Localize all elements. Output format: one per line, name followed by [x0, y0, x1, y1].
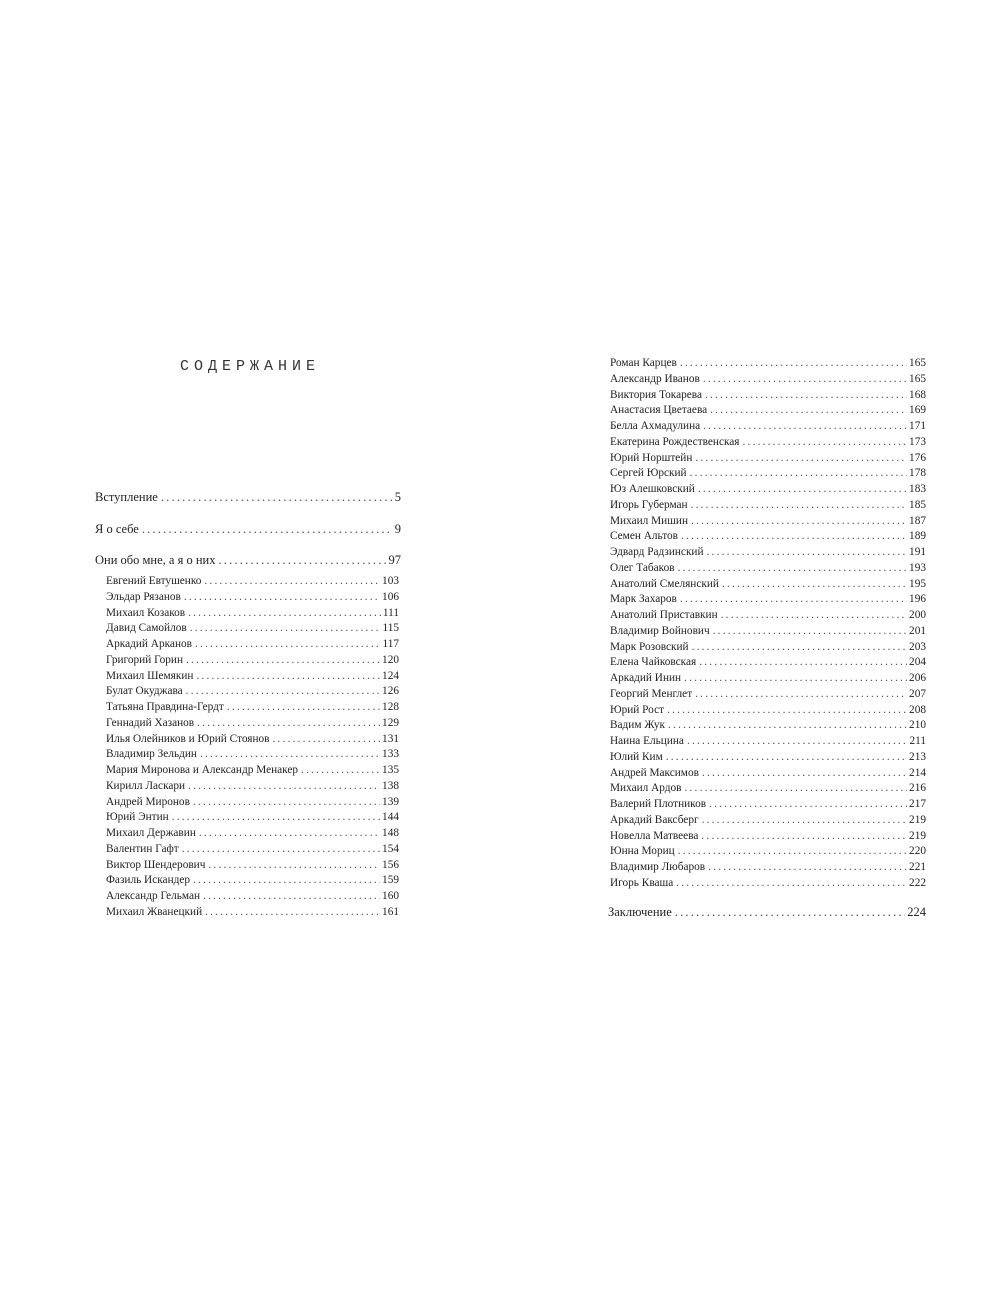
entry-title: Юнна Мориц [610, 845, 675, 858]
dot-leader [667, 703, 907, 719]
dot-leader [204, 574, 380, 590]
entry-page-number: 128 [382, 701, 399, 713]
entry-title: Виктор Шендерович [106, 858, 206, 871]
entry-page-number: 133 [382, 748, 399, 761]
dot-leader [678, 844, 907, 860]
dot-leader [695, 687, 907, 703]
entry-title: Юрий Энтин [106, 811, 169, 824]
toc-entry [610, 608, 926, 624]
entry-page-number: 138 [382, 779, 399, 792]
entry-title: Олег Табаков [610, 561, 675, 574]
entry-title: Евгений Евтушенко [106, 575, 202, 587]
toc-entry [106, 795, 399, 811]
toc-entry [610, 545, 926, 561]
toc-entry [106, 747, 399, 763]
entry-page-number: 154 [382, 842, 399, 855]
entry-page-number: 135 [382, 764, 399, 776]
dot-leader [218, 552, 386, 568]
toc-entry [610, 624, 926, 640]
toc-entry [610, 813, 926, 829]
dot-leader [205, 905, 380, 921]
toc-entry [608, 905, 926, 920]
entry-title: Григорий Горин [106, 653, 184, 666]
dot-leader [690, 466, 907, 482]
toc-entry [106, 905, 399, 921]
dot-leader [710, 403, 907, 419]
entry-title: Булат Окуджава [106, 685, 183, 698]
dot-leader [713, 624, 907, 640]
toc-entry [106, 669, 399, 685]
toc-entry [610, 640, 926, 656]
entry-title: Вадим Жук [610, 719, 666, 732]
entry-title: Фазиль Искандер [106, 874, 191, 887]
toc-entry [610, 388, 926, 404]
entry-title: Юрий Рост [610, 703, 665, 716]
toc-entry [610, 372, 926, 388]
entry-page-number: 211 [909, 735, 926, 747]
toc-entry [106, 621, 399, 637]
entry-page-number: 210 [909, 719, 926, 732]
toc-entry [610, 356, 926, 372]
toc-entry [106, 637, 399, 653]
entry-page-number: 165 [909, 372, 926, 385]
dot-leader [703, 419, 907, 435]
dot-leader [691, 514, 907, 530]
entry-page-number: 160 [382, 890, 399, 902]
entry-title: Валерий Плотников [610, 798, 707, 810]
dot-leader [142, 521, 393, 537]
dot-leader [273, 732, 381, 748]
toc-entry [610, 514, 926, 530]
dot-leader [182, 842, 380, 858]
dot-leader [203, 889, 380, 905]
dot-leader [186, 653, 380, 669]
toc-entry [106, 590, 399, 606]
dot-leader [195, 637, 381, 653]
dot-leader [193, 873, 380, 889]
entry-title: Семен Альтов [610, 530, 679, 543]
entry-page-number: 176 [909, 451, 926, 464]
dot-leader [707, 545, 908, 561]
entry-title: Заключение [608, 905, 672, 919]
toc-entry [610, 403, 926, 419]
entry-page-number: 156 [382, 858, 399, 871]
toc-entry [106, 763, 399, 779]
entry-title: Эльдар Рязанов [106, 590, 181, 603]
entry-title: Они обо мне, а я о них [95, 553, 216, 567]
dot-leader [702, 766, 907, 782]
dot-leader [200, 747, 380, 763]
entry-title: Кирилл Ласкари [106, 779, 186, 792]
entry-title: Андрей Миронов [106, 795, 190, 808]
entry-page-number: 173 [909, 435, 926, 448]
toc-entry [610, 498, 926, 514]
entry-page-number: 144 [382, 811, 399, 824]
dot-leader [703, 372, 907, 388]
entry-page-number: 213 [909, 750, 926, 763]
dot-leader [196, 669, 380, 685]
toc-entry [610, 781, 926, 797]
entry-title: Александр Иванов [610, 372, 700, 385]
dot-leader [699, 655, 907, 671]
entry-title: Аркадий Ваксберг [610, 813, 699, 826]
entry-page-number: 203 [909, 640, 926, 653]
toc-entry [610, 466, 926, 482]
entry-page-number: 200 [909, 609, 926, 621]
entry-title: Михаил Мишин [610, 514, 688, 527]
entry-title: Михаил Шемякин [106, 669, 194, 682]
toc-entry [610, 435, 926, 451]
entry-title: Игорь Губерман [610, 498, 688, 511]
entry-title: Белла Ахмадулина [610, 420, 701, 432]
toc-entry [610, 750, 926, 766]
entry-title: Георгий Менглет [610, 687, 693, 700]
dot-leader [676, 876, 907, 892]
toc-entry [610, 451, 926, 467]
entry-page-number: 185 [909, 498, 926, 511]
entry-title: Анастасия Цветаева [610, 404, 708, 417]
toc-entry [106, 826, 399, 842]
entry-title: Марк Захаров [610, 593, 677, 606]
entry-title: Юрий Норштейн [610, 451, 693, 464]
toc-entry [106, 700, 399, 716]
entry-page-number: 219 [909, 813, 926, 826]
entry-title: Екатерина Рождественская [610, 435, 740, 448]
toc-entry [610, 592, 926, 608]
dot-leader [199, 826, 380, 842]
toc-entry [610, 718, 926, 734]
entry-title: Сергей Юрский [610, 467, 687, 480]
entry-title: Я о себе [95, 521, 139, 536]
dot-leader [666, 750, 907, 766]
entry-title: Александр Гельман [106, 890, 201, 902]
entry-title: Мария Миронова и Александр Менакер [106, 764, 299, 776]
entry-title: Андрей Максимов [610, 766, 699, 779]
entry-page-number: 115 [382, 622, 399, 635]
entry-title: Эдвард Радзинский [610, 546, 704, 558]
entry-page-number: 131 [382, 732, 399, 745]
dot-leader [675, 905, 906, 920]
entry-page-number: 169 [909, 404, 926, 417]
dot-leader [722, 577, 907, 593]
dot-leader [190, 621, 381, 637]
final-entry [608, 905, 926, 920]
toc-entry [106, 842, 399, 858]
contents-title: СОДЕРЖАНИЕ [179, 358, 320, 375]
toc-entry [610, 734, 926, 750]
entry-page-number: 187 [909, 514, 926, 527]
entry-title: Марк Розовский [610, 640, 689, 653]
dot-leader [186, 684, 380, 700]
dot-leader [685, 781, 908, 797]
entry-page-number: 217 [909, 798, 926, 810]
dot-leader [708, 860, 907, 876]
entry-page-number: 214 [909, 766, 926, 779]
toc-entry [106, 606, 399, 622]
entry-title: Давид Самойлов [106, 622, 187, 635]
entry-title: Аркадий Арканов [106, 638, 192, 650]
dot-leader [721, 608, 907, 624]
left-sub-entries-list [106, 574, 399, 921]
dot-leader [684, 671, 907, 687]
dot-leader [172, 810, 380, 826]
dot-leader [743, 435, 908, 451]
entry-page-number: 178 [909, 467, 926, 480]
entry-page-number: 126 [382, 685, 399, 698]
toc-entry [106, 716, 399, 732]
entry-page-number: 183 [909, 483, 926, 495]
entry-page-number: 5 [394, 490, 401, 504]
entry-title: Валентин Гафт [106, 842, 179, 855]
dot-leader [197, 716, 380, 732]
dot-leader [692, 640, 907, 656]
entry-page-number: 204 [909, 656, 926, 669]
entry-page-number: 219 [909, 829, 926, 842]
dot-leader [678, 561, 907, 577]
toc-entry [610, 766, 926, 782]
entry-page-number: 97 [388, 553, 401, 567]
entry-page-number: 208 [909, 703, 926, 716]
entry-title: Аркадий Инин [610, 672, 682, 684]
toc-entry [610, 671, 926, 687]
entry-page-number: 224 [907, 905, 926, 919]
entry-title: Михаил Державин [106, 827, 196, 839]
dot-leader [702, 813, 907, 829]
toc-entry [106, 873, 399, 889]
right-sub-entries-list [610, 356, 926, 892]
toc-entry [610, 860, 926, 876]
entry-page-number: 196 [909, 593, 926, 606]
entry-title: Татьяна Правдина-Гердт [106, 701, 224, 713]
entry-title: Анатолий Приставкин [610, 609, 718, 621]
dot-leader [681, 529, 907, 545]
dot-leader [227, 700, 380, 716]
dot-leader [188, 606, 381, 622]
toc-entry [610, 844, 926, 860]
dot-leader [184, 590, 380, 606]
toc-entry [610, 577, 926, 593]
entry-title: Юз Алешковский [610, 483, 695, 495]
toc-entry [610, 655, 926, 671]
entry-page-number: 9 [394, 521, 401, 536]
toc-entry [106, 684, 399, 700]
entry-title: Владимир Любаров [610, 861, 706, 873]
entry-page-number: 168 [909, 388, 926, 401]
dot-leader [680, 356, 907, 372]
dot-leader [208, 858, 380, 874]
entry-title: Геннадий Хазанов [106, 716, 195, 729]
entry-title: Наина Ельцина [610, 735, 684, 747]
toc-entry [610, 829, 926, 845]
entry-page-number: 216 [909, 782, 926, 795]
entry-title: Роман Карцев [610, 357, 677, 369]
toc-entry [95, 489, 401, 521]
toc-entry [106, 779, 399, 795]
dot-leader [668, 718, 907, 734]
toc-entry [106, 653, 399, 669]
toc-entry [610, 703, 926, 719]
entry-page-number: 159 [382, 874, 399, 887]
toc-entry [106, 732, 399, 748]
toc-entry [610, 482, 926, 498]
entry-page-number: 206 [909, 672, 926, 684]
toc-entry [106, 810, 399, 826]
entry-page-number: 148 [382, 827, 399, 839]
toc-entry [610, 419, 926, 435]
dot-leader [698, 482, 907, 498]
entry-page-number: 106 [382, 590, 399, 603]
toc-entry [610, 876, 926, 892]
toc-entry [106, 858, 399, 874]
dot-leader [680, 592, 907, 608]
entry-page-number: 124 [382, 669, 399, 682]
entry-page-number: 103 [382, 575, 399, 587]
entry-title: Илья Олейников и Юрий Стоянов [106, 732, 270, 745]
entry-page-number: 189 [909, 530, 926, 543]
entry-title: Владимир Зельдин [106, 748, 197, 761]
entry-page-number: 201 [909, 624, 926, 637]
entry-title: Елена Чайковская [610, 656, 697, 669]
entry-title: Михаил Жванецкий [106, 905, 203, 918]
entry-page-number: 129 [382, 716, 399, 729]
entry-page-number: 195 [909, 577, 926, 590]
entry-title: Анатолий Смелянский [610, 577, 719, 590]
toc-entry [610, 687, 926, 703]
toc-entry [95, 521, 401, 553]
entry-page-number: 222 [909, 876, 926, 889]
dot-leader [705, 388, 907, 404]
entry-title: Новелла Матвеева [610, 829, 699, 842]
toc-entry [610, 797, 926, 813]
entry-page-number: 120 [382, 653, 399, 666]
entry-page-number: 221 [909, 861, 926, 873]
entry-page-number: 193 [909, 561, 926, 574]
dot-leader [188, 779, 380, 795]
toc-entry [106, 574, 399, 590]
dot-leader [709, 797, 907, 813]
entry-title: Юлий Ким [610, 750, 663, 763]
toc-entry [610, 529, 926, 545]
dot-leader [193, 795, 380, 811]
dot-leader [691, 498, 907, 514]
dot-leader [301, 763, 380, 779]
entry-page-number: 171 [909, 420, 926, 432]
toc-entry [106, 889, 399, 905]
entry-title: Виктория Токарева [610, 388, 702, 401]
entry-title: Михаил Козаков [106, 606, 186, 619]
entry-page-number: 165 [909, 357, 926, 369]
toc-entry [610, 561, 926, 577]
entry-page-number: 117 [382, 638, 399, 650]
entry-page-number: 220 [909, 845, 926, 858]
entry-title: Владимир Войнович [610, 624, 710, 637]
entry-page-number: 111 [382, 606, 399, 619]
entry-title: Игорь Кваша [610, 876, 674, 889]
dot-leader [687, 734, 908, 750]
dot-leader [701, 829, 907, 845]
entry-title: Вступление [95, 490, 158, 504]
main-entries-list [95, 489, 401, 584]
dot-leader [161, 489, 393, 505]
dot-leader [695, 451, 907, 467]
entry-page-number: 191 [909, 546, 926, 558]
entry-title: Михаил Ардов [610, 782, 682, 795]
entry-page-number: 161 [382, 905, 399, 918]
entry-page-number: 139 [382, 795, 399, 808]
entry-page-number: 207 [909, 687, 926, 700]
